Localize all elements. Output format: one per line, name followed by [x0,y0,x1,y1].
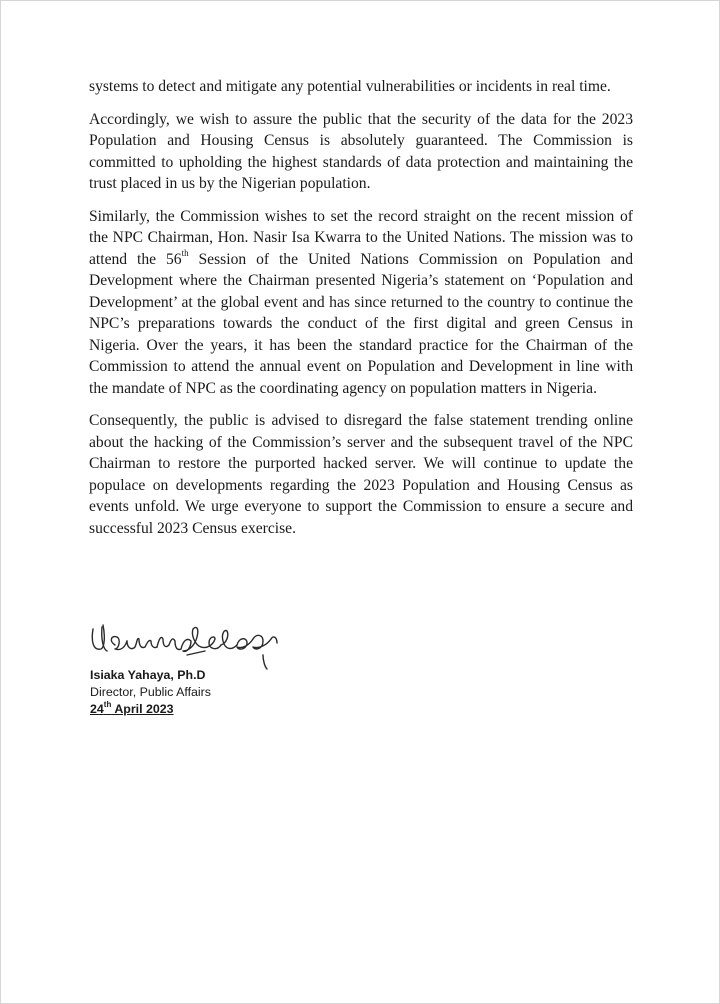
handwritten-signature [87,615,301,673]
paragraph-3-part-b: Session of the United Nations Commission on Population and Development where the Chairman presented Nigeria’s statement on ‘Population and Development’ at the global event and has since returned to the country to continue the NPC’s preparations towards the conduct of the first digital and green Census in Nigeria. Over the years, it has been the standard practice for the Chairman of the Commission to attend the annual event on Population and Development in line with the mandate of NPC as the coordinating agency on population matters in Nigeria. [89,250,633,397]
signature-block [90,667,211,718]
date-ordinal: th [103,699,112,709]
paragraph-2: Accordingly, we wish to assure the public that the security of the data for the 2023 Population and Housing Census is absolutely guaranteed. The Commission is committed to upholding the highest standards of data protection and maintaining the trust placed in us by the Nigerian population. [89,110,633,192]
paragraph-3-part-a: Similarly, the Commission wishes to set the record straight on the recent mission of the NPC Chairman, Hon. Nasir Isa Kwarra to the United Nations. The mission was to attend the 56 [89,207,633,268]
paragraph-1: systems to detect and mitigate any potential vulnerabilities or incidents in real time. [89,78,611,95]
signatory-title: Director, Public Affairs [90,685,211,699]
ordinal-suffix: th [181,248,189,259]
paragraph-4: Consequently, the public is advised to disregard the false statement trending online about the hacking of the Commission’s server and the subsequent travel of the NPC Chairman to restore the purported hacked server. We will continue to update the populace on developments regarding the 2023 Population and Housing Census as events unfold. We urge everyone to support the Commission to ensure a secure and successful 2023 Census exercise. [89,412,633,537]
letter-date [90,701,211,718]
letter-body [89,76,633,550]
date-day: 24 [90,702,104,716]
date-month-year: April 2023 [111,702,174,716]
paragraph-3 [89,206,633,400]
signatory-name: Isiaka Yahaya, Ph.D [90,668,206,682]
